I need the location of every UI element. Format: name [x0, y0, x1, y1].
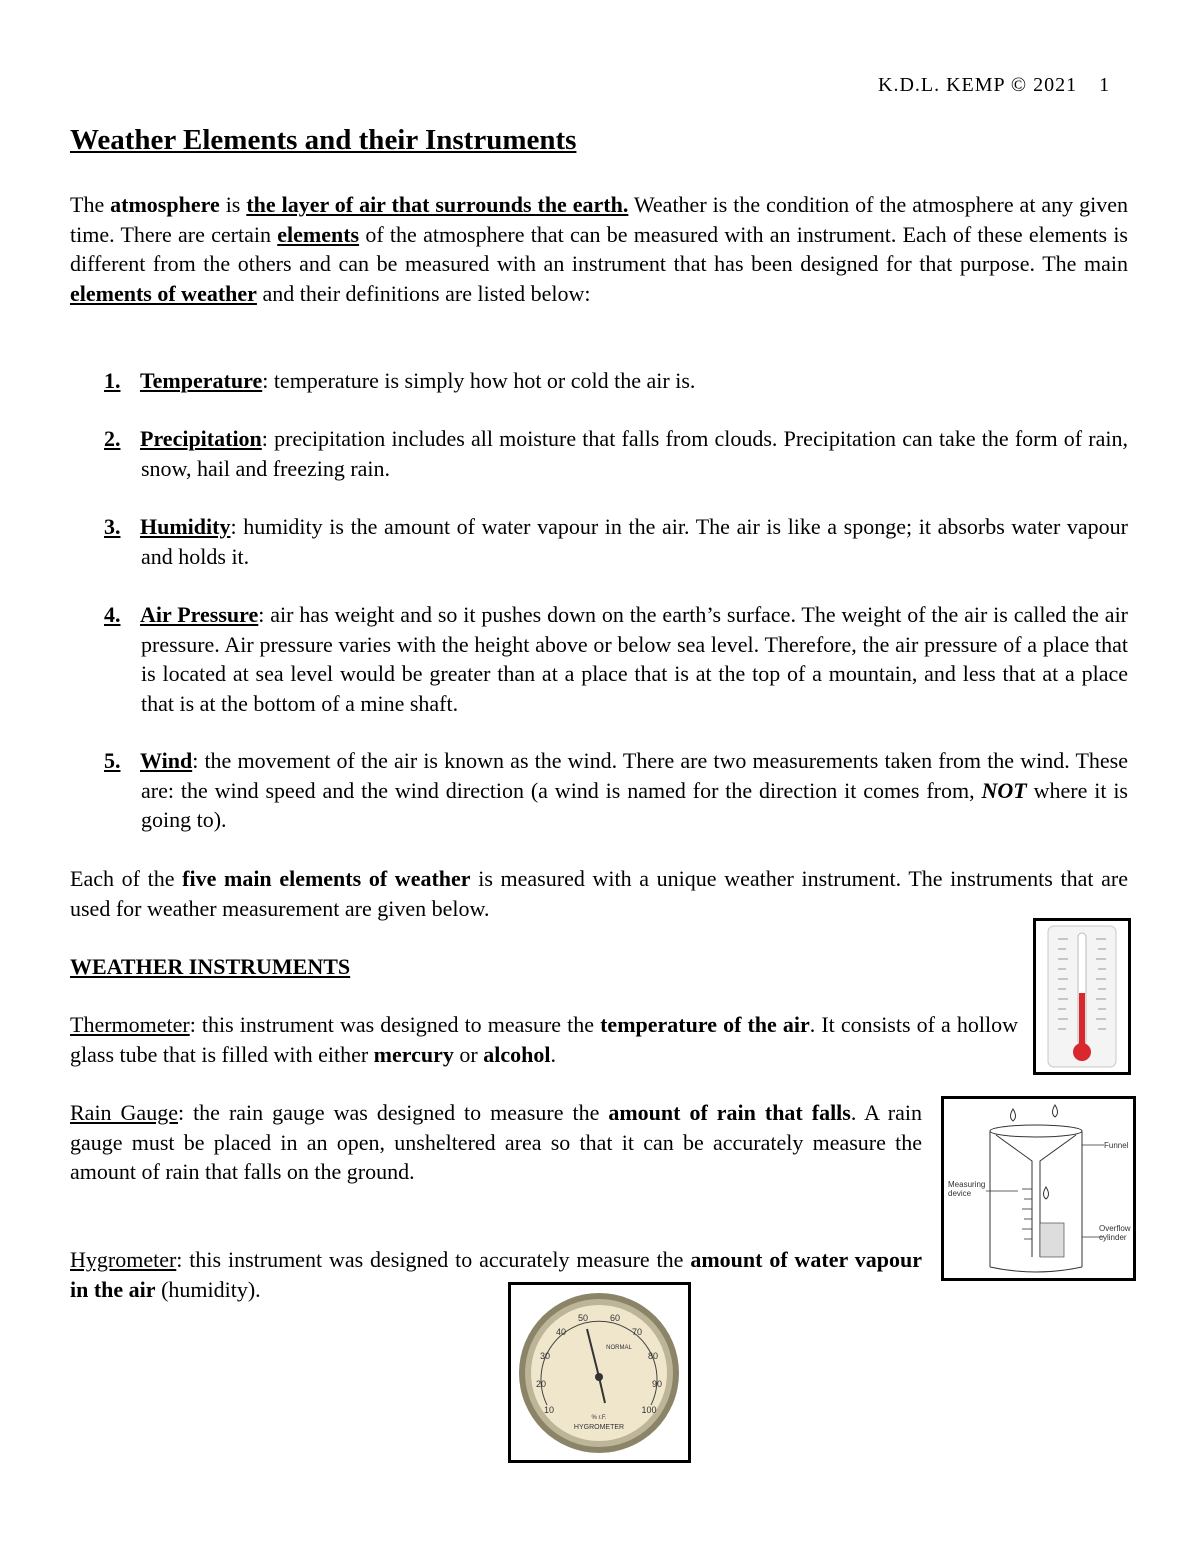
item-term: Humidity — [140, 514, 231, 539]
summary-text: is measured with a unique weather instrument. The instruments that are used for weather measurement are given below. — [70, 866, 1128, 921]
item-text: : precipitation includes all moisture that falls from clouds. Precipitation can take the form of rain, snow, hail and freezing rain. — [141, 426, 1128, 481]
page-header — [878, 74, 1110, 97]
dial-unit-label: % r.F. — [591, 1415, 607, 1421]
item-number: 2. — [104, 426, 121, 451]
dial-label: 50 — [577, 1313, 589, 1323]
summary-text: Each of the — [70, 866, 183, 891]
hygrometer-icon — [511, 1285, 688, 1460]
item-text: : air has weight and so it pushes down on the earth’s surface. The weight of the air is called the air pressure. Air pressure varies with the height above or below sea level. Therefore, the air pressure of a place that is located at sea level would be greater than at a place that is at the top of a mountain, and less that at a place that is at the bottom of a mine shaft. — [141, 602, 1129, 716]
list-item — [104, 746, 1128, 835]
rain-gauge-text: : the rain gauge was designed to measure the — [177, 1100, 609, 1125]
intro-text: of the atmosphere that can be measured with an instrument. Each of these elements is different from the others and can be measured with an instrument that has been designed for that purpose. The main — [70, 221, 1128, 276]
thermometer-text: or — [453, 1041, 484, 1067]
funnel-label: Funnel — [1104, 1141, 1129, 1150]
dial-label: 30 — [539, 1351, 551, 1361]
header-text: K.D.L. KEMP © 2021 — [878, 74, 1078, 96]
item-text: : the movement of the air is known as the wind. There are two measurements taken from the wind. These are: the wind speed and the wind direction (a wind is named for the direction it comes from, — [141, 748, 1128, 803]
thermometer-image — [1033, 918, 1131, 1075]
thermometer-text: : this instrument was designed to measure the — [189, 1012, 601, 1037]
atmosphere-definition: the layer of air that surrounds the earth. — [246, 192, 629, 217]
dial-label: 10 — [543, 1405, 555, 1415]
page-number: 1 — [1099, 74, 1111, 96]
hygrometer-paragraph — [70, 1245, 922, 1304]
item-term: Temperature — [140, 368, 263, 393]
dial-label: 80 — [647, 1351, 659, 1361]
list-item — [104, 512, 1128, 571]
thermometer-text: . — [550, 1041, 556, 1067]
dial-label: 20 — [535, 1379, 547, 1389]
item-number: 3. — [104, 514, 121, 539]
item-term: Wind — [140, 748, 193, 773]
term-elements-of-weather: elements of weather — [70, 280, 257, 306]
item-text: where it is going to). — [141, 777, 1128, 832]
measuring-label: Measuring — [948, 1180, 986, 1189]
dial-label: 60 — [609, 1313, 621, 1323]
thermometer-bold: alcohol — [483, 1041, 551, 1067]
rain-gauge-paragraph — [70, 1098, 922, 1187]
rain-gauge-image — [941, 1096, 1136, 1281]
intro-text: and their definitions are listed below: — [256, 280, 591, 306]
dial-normal-label: NORMAL — [606, 1345, 632, 1351]
thermometer-text: . It consists of a hollow glass tube that is filled with either — [70, 1012, 1018, 1067]
item-text: : humidity is the amount of water vapour in the air. The air is like a sponge; it absorbs water vapour and holds it. — [141, 514, 1128, 569]
item-term: Precipitation — [140, 426, 262, 451]
thermometer-bold: temperature of the air — [600, 1012, 810, 1037]
dial-label: 40 — [555, 1327, 567, 1337]
hygrometer-text: : this instrument was designed to accurately measure the — [176, 1247, 691, 1272]
device-label: device — [948, 1189, 972, 1198]
intro-text: is — [219, 192, 247, 217]
list-item — [104, 366, 1128, 396]
list-item — [104, 424, 1128, 483]
summary-paragraph — [70, 864, 1128, 923]
dial-label: 90 — [651, 1379, 663, 1389]
intro-paragraph — [70, 190, 1128, 308]
intro-text: Weather is the condition of the atmosphere at any given time. There are certain — [70, 192, 1128, 247]
cylinder-label: cylinder — [1099, 1233, 1127, 1242]
dial-name-label: HYGROMETER — [573, 1424, 625, 1431]
hygrometer-bold: amount of water vapour in the air — [70, 1247, 923, 1302]
thermometer-icon — [1036, 921, 1128, 1072]
thermometer-term: Thermometer — [70, 1012, 190, 1037]
item-term: Air Pressure — [140, 602, 259, 627]
emphasis-not: NOT — [981, 777, 1027, 803]
dial-label: 100 — [641, 1405, 657, 1415]
page-title: Weather Elements and their Instruments — [70, 124, 577, 156]
summary-bold: five main elements of weather — [182, 866, 471, 891]
intro-text: The — [70, 192, 111, 217]
list-item — [104, 600, 1128, 718]
rain-gauge-bold: amount of rain that falls — [608, 1100, 851, 1125]
rain-gauge-term: Rain Gauge — [70, 1100, 178, 1125]
rain-gauge-text: . A rain gauge must be placed in an open, unsheltered area so that it can be accurately measure the amount of rain that falls on the ground. — [70, 1100, 923, 1184]
item-number: 1. — [104, 368, 121, 393]
hygrometer-term: Hygrometer — [70, 1247, 177, 1272]
term-atmosphere: atmosphere — [110, 192, 220, 217]
thermometer-bold: mercury — [373, 1041, 454, 1067]
thermometer-paragraph — [70, 1010, 1018, 1069]
item-number: 5. — [104, 748, 121, 773]
rain-gauge-icon — [944, 1099, 1133, 1278]
dial-label: 70 — [631, 1327, 643, 1337]
hygrometer-image — [508, 1282, 691, 1463]
item-number: 4. — [104, 602, 121, 627]
term-elements: elements — [277, 221, 360, 247]
item-text: : temperature is simply how hot or cold the air is. — [262, 368, 696, 393]
hygrometer-text: (humidity). — [155, 1276, 261, 1302]
overflow-label: Overflow — [1099, 1224, 1131, 1233]
instruments-heading: WEATHER INSTRUMENTS — [70, 954, 351, 979]
